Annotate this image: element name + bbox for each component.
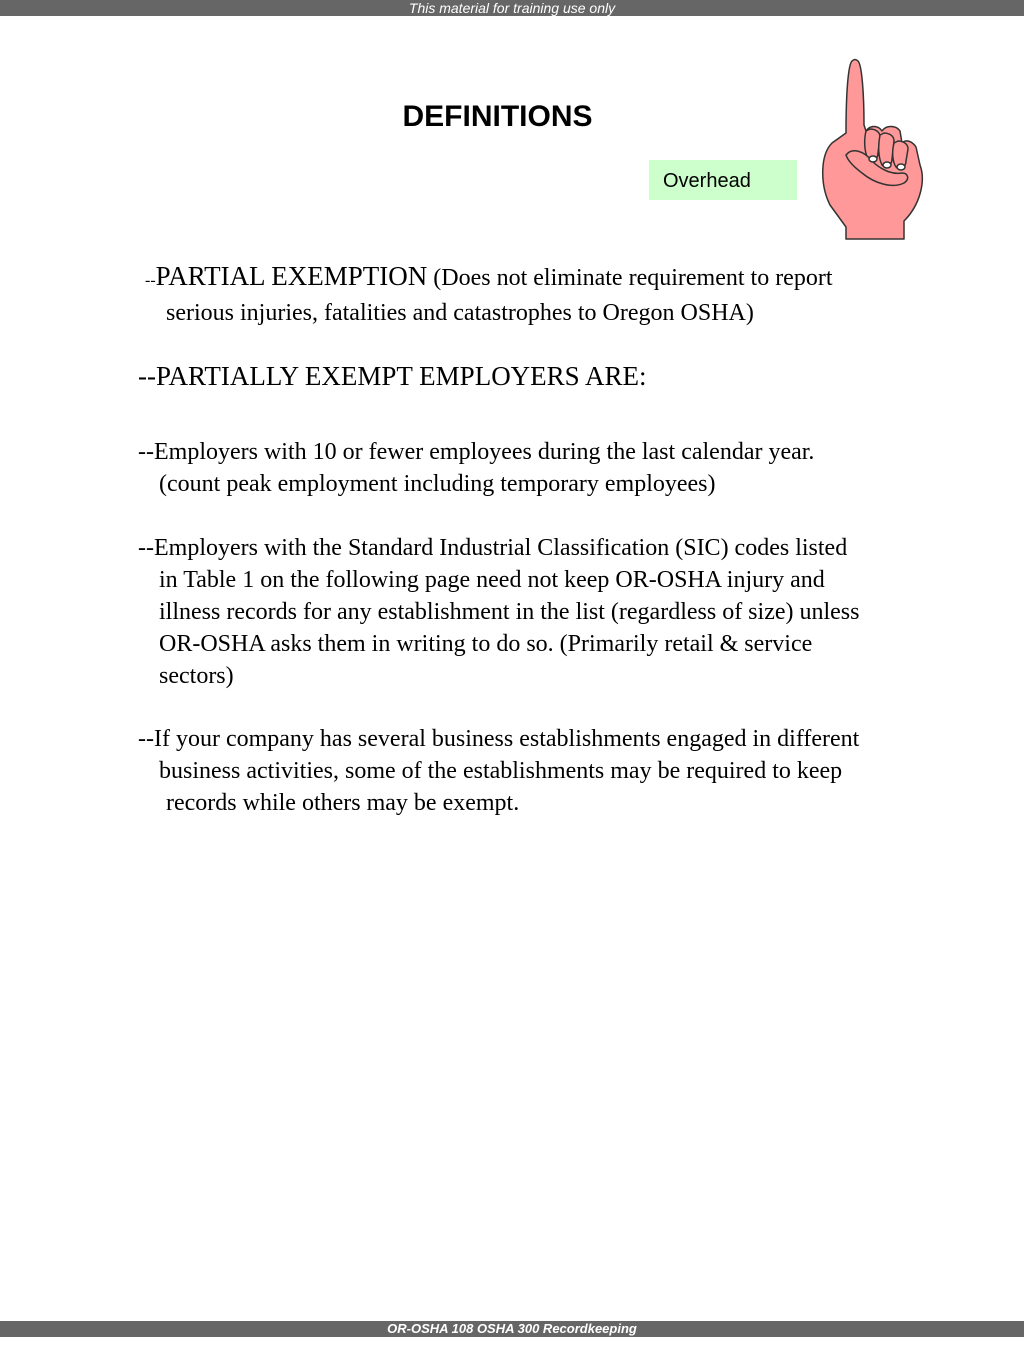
dash-prefix: -- [145,272,156,289]
paragraph-line: in Table 1 on the following page need not keep OR-OSHA injury and [159,567,825,593]
paragraph-line: --Employers with the Standard Industrial Classification (SIC) codes listed [138,535,848,561]
page-title: DEFINITIONS [402,100,593,133]
overhead-badge: Overhead [649,160,797,200]
footer-banner: OR-OSHA 108 OSHA 300 Recordkeeping [0,1321,1024,1337]
partially-exempt-heading: --PARTIALLY EXEMPT EMPLOYERS ARE: [138,361,647,391]
partial-exemption-note: (Does not eliminate requirement to report [427,265,833,291]
partial-exemption-term: PARTIAL EXEMPTION [155,261,428,291]
multiple-establishments-paragraph [138,723,969,819]
paragraph-line: --Employers with 10 or fewer employees during the last calendar year. [138,439,815,465]
pointing-finger-icon [812,55,932,241]
header-banner: This material for training use only [0,0,1024,16]
partial-exemption-definition [145,260,976,329]
paragraph-line: OR-OSHA asks them in writing to do so. (Primarily retail & service [159,631,813,657]
paragraph-line: --If your company has several business establishments engaged in different [138,726,860,752]
paragraph-line: sectors) [159,663,234,689]
paragraph-line: records while others may be exempt. [166,790,520,816]
paragraph-line: business activities, some of the establishments may be required to keep [159,758,843,784]
small-employers-paragraph [138,436,969,500]
paragraph-line: (count peak employment including temporary employees) [159,471,716,497]
partial-exemption-note-line2: serious injuries, fatalities and catastrophes to Oregon OSHA) [166,300,754,326]
paragraph-line: illness records for any establishment in the list (regardless of size) unless [159,599,860,625]
sic-codes-paragraph [138,532,969,692]
